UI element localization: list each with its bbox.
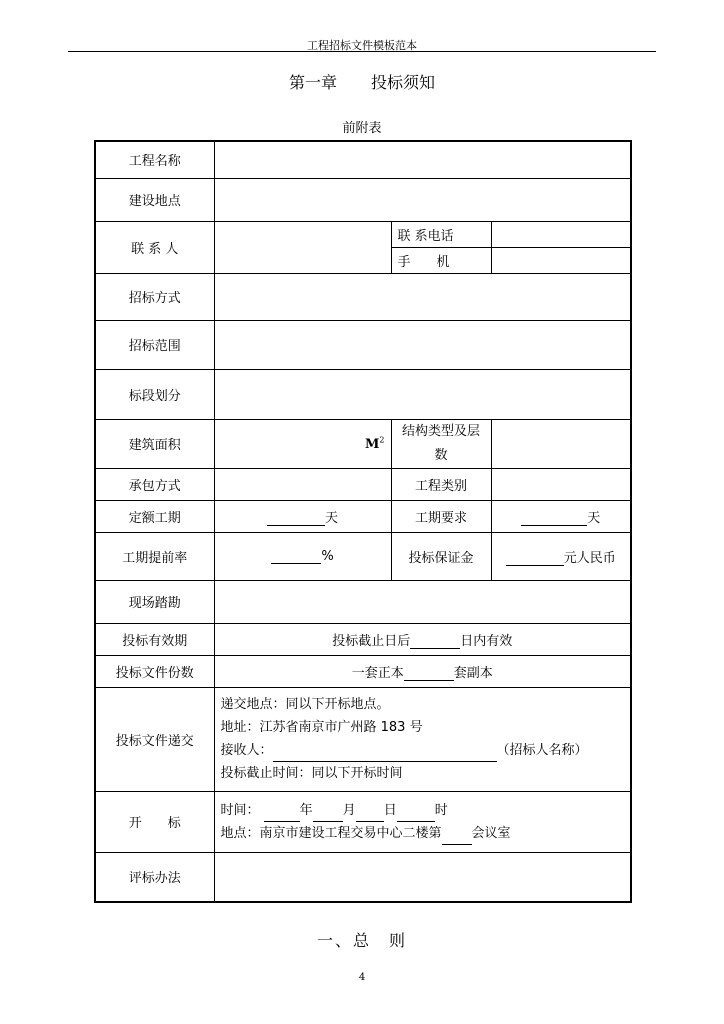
value-opening: [214, 791, 631, 852]
label-advance-rate: 工期提前率: [95, 532, 214, 580]
open-place-prefix: 地点：南京市建设工程交易中心二楼第: [220, 825, 442, 841]
value-bid-scope[interactable]: [214, 320, 631, 369]
label-duration-req: 工期要求: [391, 500, 491, 532]
label-contact: 联 系 人: [95, 221, 214, 273]
value-advance-rate[interactable]: [214, 532, 391, 580]
row-bid-method: [95, 273, 631, 320]
unit-day: 天: [587, 510, 601, 526]
label-project-name: 工程名称: [95, 141, 214, 178]
blank-receiver[interactable]: [273, 747, 497, 762]
value-project-category[interactable]: [491, 468, 631, 500]
blank-bond[interactable]: [506, 551, 564, 566]
label-mobile: 手 机: [391, 247, 491, 273]
value-location[interactable]: [214, 178, 631, 221]
value-duration-req[interactable]: [491, 500, 631, 532]
row-advance-rate: [95, 532, 631, 580]
value-mobile[interactable]: [491, 247, 631, 273]
label-quota-duration: 定额工期: [95, 500, 214, 532]
blank-req-days[interactable]: [521, 511, 587, 526]
value-submission: [214, 687, 631, 791]
blank-rate[interactable]: [271, 549, 321, 564]
label-structure-type: 结构类型及层数: [391, 419, 491, 468]
row-contract-method: [95, 468, 631, 500]
submission-receiver: [221, 739, 625, 762]
submission-place: 递交地点：同以下开标地点。: [220, 697, 390, 712]
unit-date: 日: [383, 802, 397, 818]
row-contact: [95, 221, 631, 247]
row-submission: [95, 687, 631, 791]
appendix-title: 前附表: [342, 121, 382, 136]
blank-validity-days[interactable]: [410, 634, 460, 649]
copies-suffix: 套副本: [453, 665, 493, 681]
label-submission: 投标文件递交: [95, 687, 214, 791]
value-contact[interactable]: [214, 221, 391, 273]
value-validity: [214, 623, 631, 655]
value-floor-area[interactable]: [214, 419, 391, 468]
blank-month[interactable]: [313, 807, 343, 822]
unit-day: 天: [324, 510, 338, 526]
receiver-suffix: （招标人名称）: [496, 743, 588, 758]
value-phone[interactable]: [491, 221, 631, 247]
label-site-visit: 现场踏勘: [95, 580, 214, 623]
section-title: 一、总 则: [316, 931, 407, 950]
unit-year: 年: [299, 802, 313, 818]
value-bid-method[interactable]: [214, 273, 631, 320]
label-project-category: 工程类别: [391, 468, 491, 500]
blank-quota-days[interactable]: [267, 511, 325, 526]
value-evaluation[interactable]: [214, 852, 631, 902]
value-site-visit[interactable]: [214, 580, 631, 623]
appendix-table: [94, 140, 632, 903]
unit-month: 月: [342, 802, 356, 818]
label-section-division: 标段划分: [95, 369, 214, 419]
row-quota-duration: [95, 500, 631, 532]
chapter-title: [0, 70, 724, 93]
value-quota-duration[interactable]: [214, 500, 391, 532]
label-copies: 投标文件份数: [95, 655, 214, 687]
unit-hour: 时: [434, 802, 448, 818]
label-validity: 投标有效期: [95, 623, 214, 655]
unit-rmb: 元人民币: [563, 550, 616, 566]
label-bid-method: 招标方式: [95, 273, 214, 320]
row-site-visit: [95, 580, 631, 623]
validity-prefix: 投标截止日后: [332, 633, 411, 649]
value-contract-method[interactable]: [214, 468, 391, 500]
value-section-division[interactable]: [214, 369, 631, 419]
page-number: 4: [358, 972, 366, 983]
blank-year[interactable]: [264, 807, 300, 822]
blank-hour[interactable]: [397, 807, 435, 822]
value-bid-bond[interactable]: [491, 532, 631, 580]
copies-prefix: 一套正本: [351, 665, 404, 681]
label-evaluation: 评标办法: [95, 852, 214, 902]
row-copies: [95, 655, 631, 687]
value-copies: [214, 655, 631, 687]
area-unit: $M^2$: [365, 435, 385, 452]
row-bid-scope: [95, 320, 631, 369]
label-contract-method: 承包方式: [95, 468, 214, 500]
blank-copies[interactable]: [404, 666, 454, 681]
label-location: 建设地点: [95, 178, 214, 221]
open-time-label: 时间：: [220, 802, 260, 818]
row-evaluation: [95, 852, 631, 902]
label-floor-area: 建筑面积: [95, 419, 214, 468]
row-opening: [95, 791, 631, 852]
opening-place: [221, 822, 625, 845]
receiver-prefix: 接收人：: [220, 743, 273, 758]
unit-percent: %: [321, 548, 334, 564]
label-bid-scope: 招标范围: [95, 320, 214, 369]
validity-suffix: 日内有效: [460, 633, 513, 649]
label-phone: 联 系电话: [391, 221, 491, 247]
page-header-text: 工程招标文件模板范本: [307, 39, 417, 52]
value-structure-type[interactable]: [491, 419, 631, 468]
chapter-number: 第一章: [288, 73, 337, 92]
row-floor-area: [95, 419, 631, 468]
chapter-name: 投标须知: [371, 73, 436, 92]
row-section-division: [95, 369, 631, 419]
row-project-name: [95, 141, 631, 178]
row-location: [95, 178, 631, 221]
label-bid-bond: 投标保证金: [391, 532, 491, 580]
row-validity: [95, 623, 631, 655]
blank-room[interactable]: [442, 830, 472, 845]
submission-address: 地址：江苏省南京市广州路 183 号: [220, 720, 423, 735]
blank-date[interactable]: [356, 807, 384, 822]
opening-time: [221, 799, 625, 822]
header-rule: [68, 51, 656, 52]
submission-deadline: 投标截止时间：同以下开标时间: [220, 766, 403, 781]
value-project-name[interactable]: [214, 141, 631, 178]
label-opening: 开 标: [95, 791, 214, 852]
open-place-suffix: 会议室: [471, 825, 511, 841]
